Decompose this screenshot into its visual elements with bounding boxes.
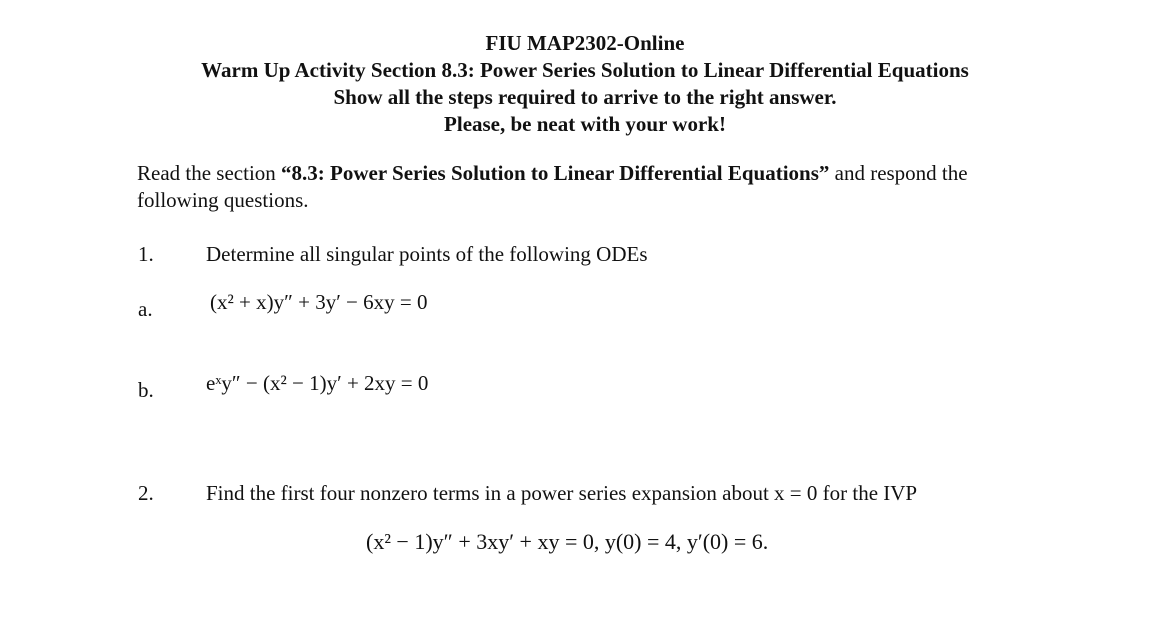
question-1a-label: a. — [138, 297, 153, 321]
question-1b-equation: eˣy″ − (x² − 1)y′ + 2xy = 0 — [206, 371, 429, 395]
intro-paragraph — [137, 160, 1027, 214]
neatness-note: Please, be neat with your work! — [444, 112, 726, 136]
question-1-number: 1. — [138, 242, 154, 266]
course-title: FIU MAP2302-Online — [485, 31, 685, 55]
intro-prefix: Read the section — [137, 161, 282, 185]
question-2-text: Find the first four nonzero terms in a power series expansion about x = 0 for the IVP — [206, 481, 918, 505]
instruction-line: Show all the steps required to arrive to the right answer. — [333, 85, 837, 109]
question-1-text: Determine all singular points of the following ODEs — [206, 242, 648, 266]
activity-title: Warm Up Activity Section 8.3: Power Series Solution to Linear Differential Equations — [201, 58, 969, 82]
intro-section-title: “8.3: Power Series Solution to Linear Differential Equations” — [281, 161, 830, 185]
question-1b-label: b. — [138, 378, 154, 402]
intro-suffix: and respond the following questions. — [137, 161, 968, 212]
question-1a-equation: (x² + x)y″ + 3y′ − 6xy = 0 — [210, 290, 428, 314]
question-2-ivp-equation: (x² − 1)y″ + 3xy′ + xy = 0, y(0) = 4, y′(0) = 6. — [366, 529, 769, 554]
question-2-number: 2. — [138, 481, 154, 505]
